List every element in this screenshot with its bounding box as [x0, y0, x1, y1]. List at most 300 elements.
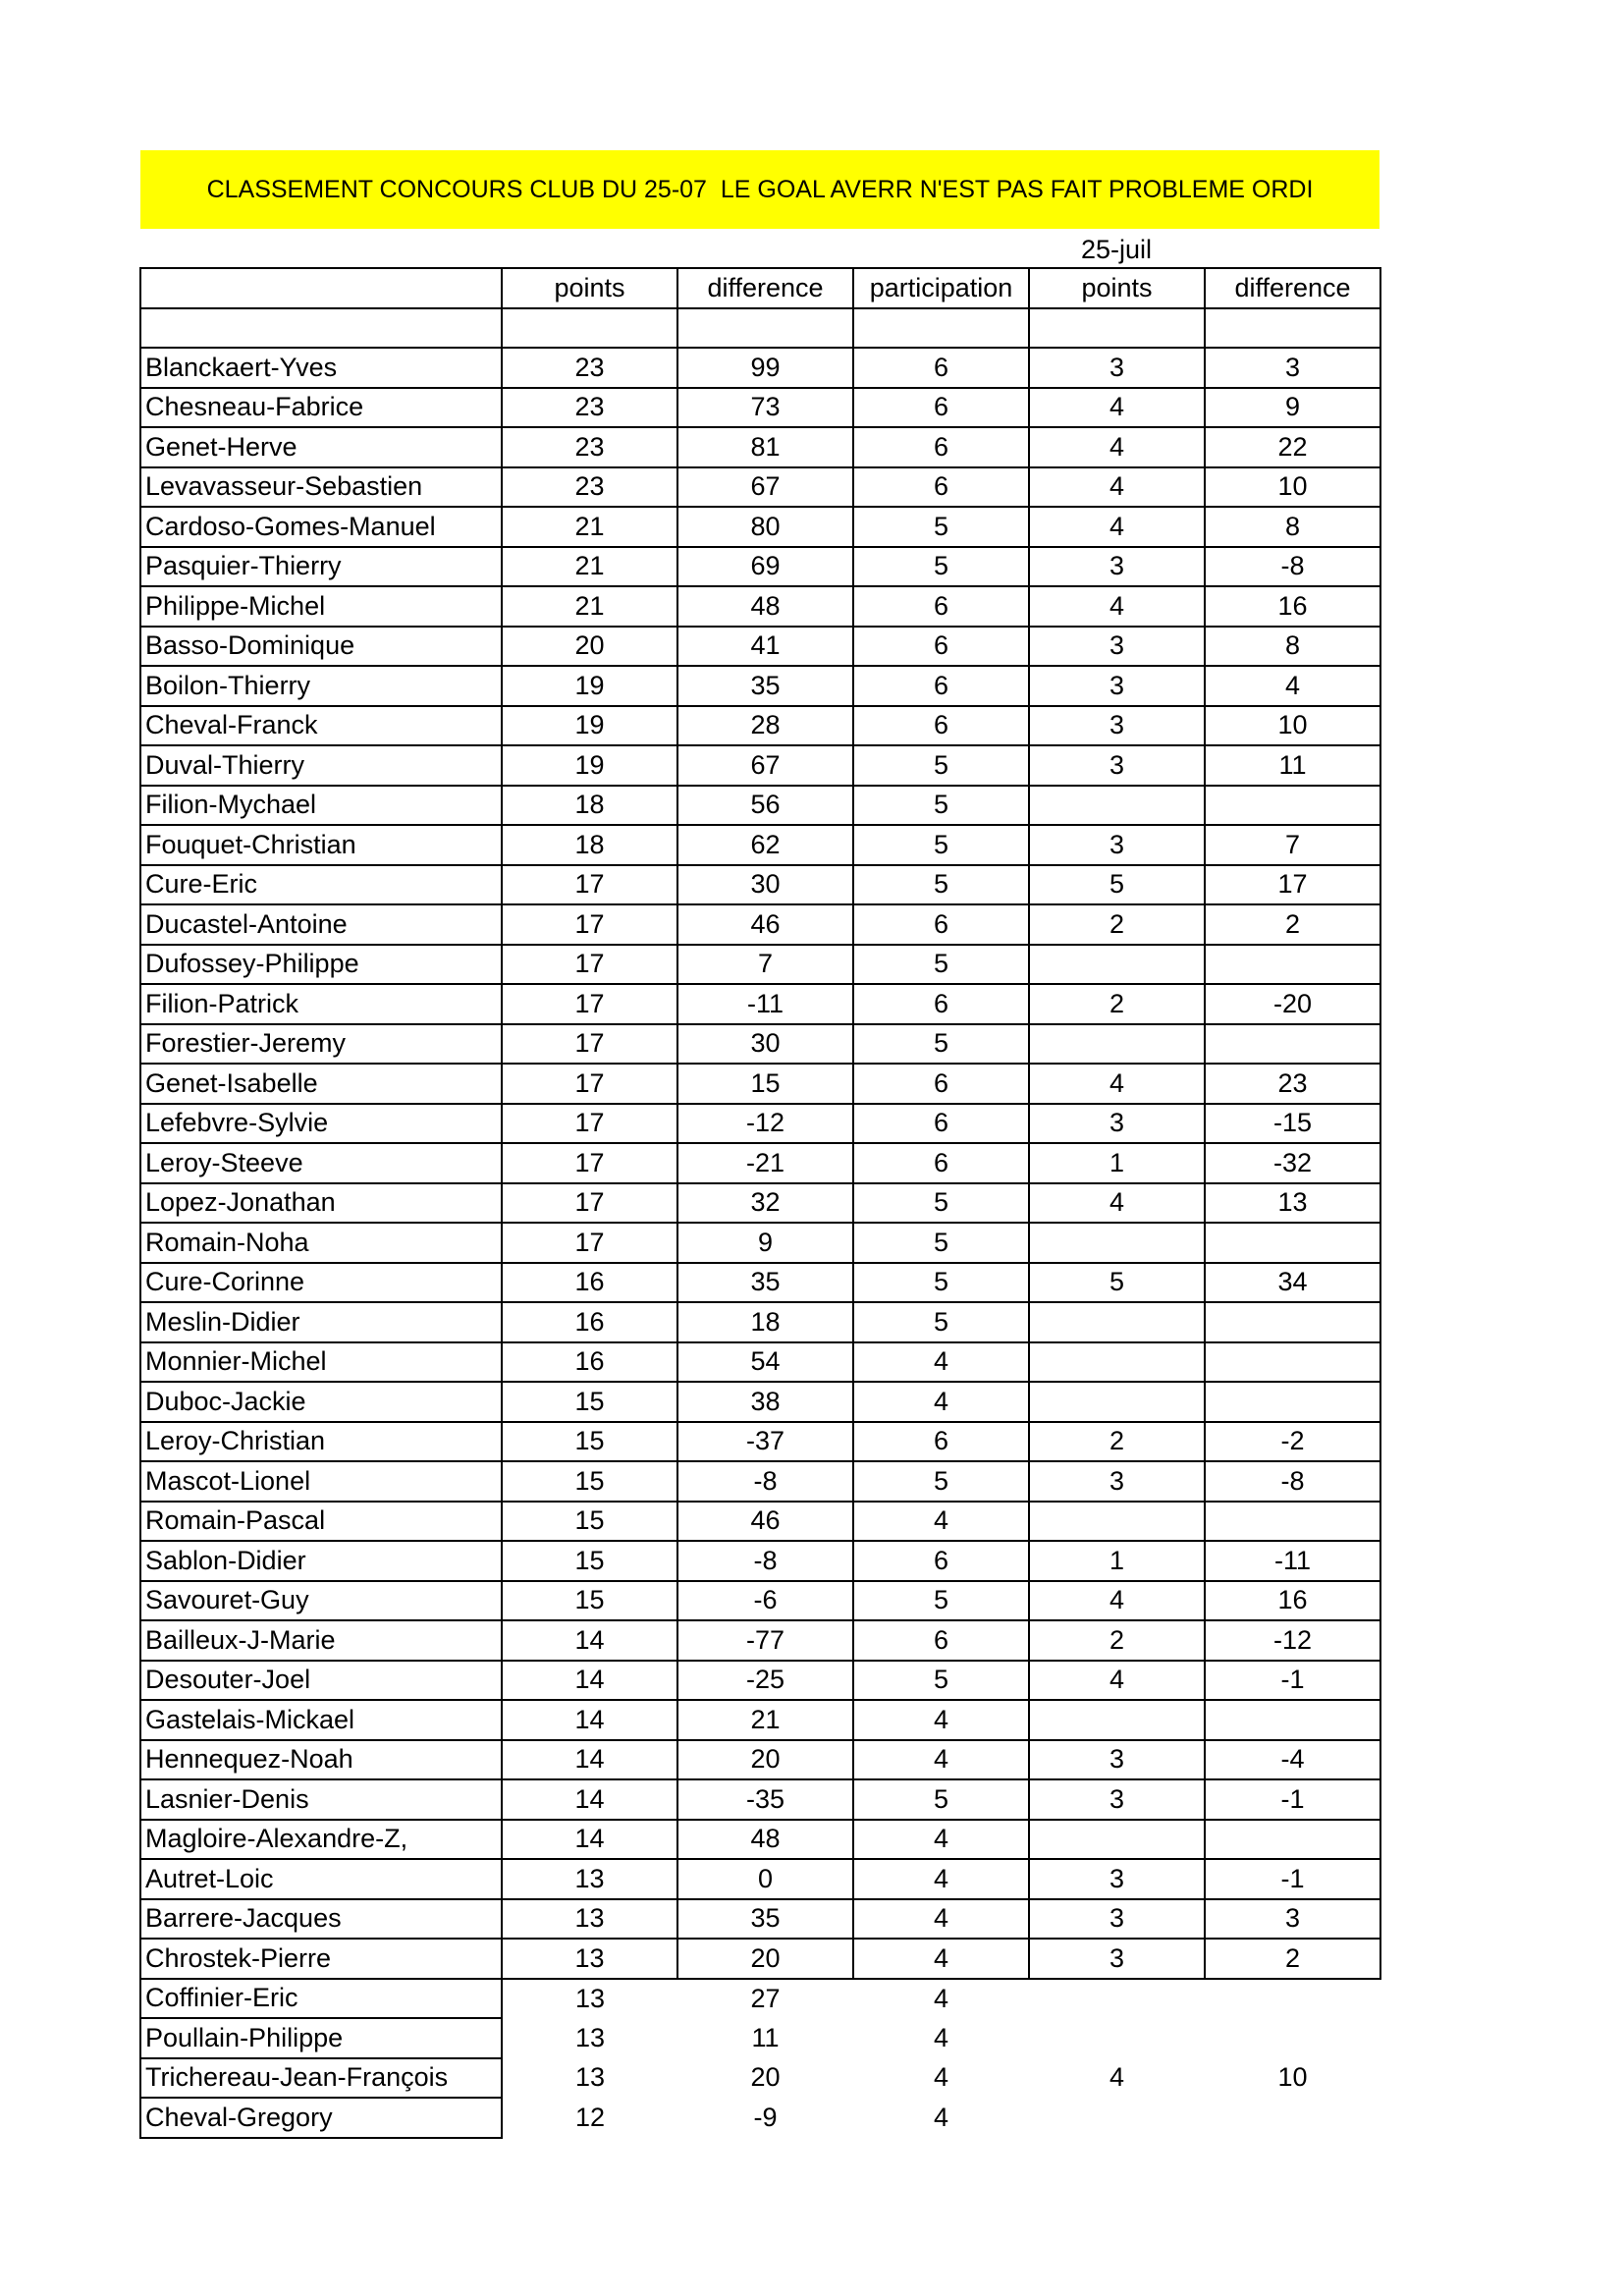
ranking-table — [139, 267, 1381, 2139]
player-name-cell: Lopez-Jonathan — [140, 1183, 502, 1224]
difference-cell: 21 — [677, 1700, 853, 1740]
day-difference-cell — [1205, 786, 1380, 826]
day-difference-cell — [1205, 2098, 1380, 2138]
day-difference-cell — [1205, 1700, 1380, 1740]
day-points-cell: 4 — [1029, 1183, 1205, 1224]
participation-cell: 6 — [853, 1064, 1029, 1104]
points-cell: 15 — [502, 1382, 677, 1422]
participation-cell: 6 — [853, 348, 1029, 388]
difference-cell: 0 — [677, 1859, 853, 1899]
day-difference-cell: -2 — [1205, 1422, 1380, 1462]
day-points-cell — [1029, 1024, 1205, 1065]
day-points-cell: 3 — [1029, 1939, 1205, 1979]
participation-cell: 6 — [853, 467, 1029, 508]
day-points-cell: 2 — [1029, 984, 1205, 1024]
day-points-cell: 4 — [1029, 1581, 1205, 1621]
day-points-cell: 2 — [1029, 1422, 1205, 1462]
table-row — [140, 1223, 1380, 1263]
points-cell: 19 — [502, 706, 677, 746]
player-name-cell: Fouquet-Christian — [140, 825, 502, 865]
player-name-cell: Leroy-Christian — [140, 1422, 502, 1462]
participation-cell: 4 — [853, 1939, 1029, 1979]
table-row — [140, 1581, 1380, 1621]
day-points-cell: 4 — [1029, 388, 1205, 428]
player-name-cell: Cure-Eric — [140, 865, 502, 905]
difference-cell: 48 — [677, 1820, 853, 1860]
table-row — [140, 507, 1380, 547]
points-cell: 17 — [502, 1143, 677, 1183]
table-row — [140, 945, 1380, 985]
player-name-cell: Duval-Thierry — [140, 745, 502, 786]
difference-cell: -25 — [677, 1661, 853, 1701]
day-points-cell: 5 — [1029, 865, 1205, 905]
player-name-cell: Genet-Herve — [140, 427, 502, 467]
difference-cell: 32 — [677, 1183, 853, 1224]
difference-cell: 20 — [677, 1939, 853, 1979]
day-points-cell: 4 — [1029, 586, 1205, 627]
day-points-cell: 4 — [1029, 427, 1205, 467]
difference-cell: 35 — [677, 1263, 853, 1303]
difference-cell: 46 — [677, 1502, 853, 1542]
day-points-cell — [1029, 1820, 1205, 1860]
participation-cell: 5 — [853, 865, 1029, 905]
table-row — [140, 1104, 1380, 1144]
player-name-cell: Barrere-Jacques — [140, 1899, 502, 1940]
player-name-cell: Boilon-Thierry — [140, 666, 502, 706]
points-cell: 21 — [502, 586, 677, 627]
day-difference-cell: 4 — [1205, 666, 1380, 706]
day-difference-cell: -8 — [1205, 547, 1380, 587]
points-cell: 21 — [502, 507, 677, 547]
participation-cell: 6 — [853, 984, 1029, 1024]
table-row — [140, 547, 1380, 587]
difference-cell: 28 — [677, 706, 853, 746]
difference-cell: 30 — [677, 865, 853, 905]
table-row — [140, 467, 1380, 508]
player-name-cell: Chesneau-Fabrice — [140, 388, 502, 428]
table-row — [140, 1661, 1380, 1701]
blank-cell — [140, 308, 502, 349]
table-row — [140, 706, 1380, 746]
day-points-cell: 3 — [1029, 1740, 1205, 1780]
participation-cell: 4 — [853, 1859, 1029, 1899]
player-name-cell: Romain-Pascal — [140, 1502, 502, 1542]
points-cell: 15 — [502, 1461, 677, 1502]
points-cell: 23 — [502, 388, 677, 428]
day-difference-cell — [1205, 1223, 1380, 1263]
participation-cell: 5 — [853, 1183, 1029, 1224]
difference-cell: 56 — [677, 786, 853, 826]
points-cell: 17 — [502, 1104, 677, 1144]
player-name-cell: Lasnier-Denis — [140, 1779, 502, 1820]
day-difference-cell: -20 — [1205, 984, 1380, 1024]
day-difference-cell: 10 — [1277, 2062, 1308, 2093]
participation-cell: 5 — [853, 786, 1029, 826]
participation-cell: 4 — [933, 1983, 949, 2013]
page-title: CLASSEMENT CONCOURS CLUB DU 25-07 LE GOAL AVERR N'EST PAS FAIT PROBLEME ORDI — [206, 175, 1314, 203]
participation-cell: 5 — [853, 1263, 1029, 1303]
difference-cell: 99 — [677, 348, 853, 388]
difference-cell: 30 — [677, 1024, 853, 1065]
points-cell: 13 — [502, 1899, 677, 1940]
difference-cell: 20 — [677, 1740, 853, 1780]
blank-cell — [1205, 308, 1380, 349]
participation-cell: 5 — [853, 1024, 1029, 1065]
table-row — [140, 666, 1380, 706]
day-difference-cell: -8 — [1205, 1461, 1380, 1502]
day-points-cell: 2 — [1029, 1620, 1205, 1661]
table-row — [140, 2018, 1380, 2058]
points-cell: 15 — [502, 1502, 677, 1542]
table-row — [140, 1779, 1380, 1820]
table-row — [140, 2098, 1380, 2138]
day-difference-cell: -4 — [1205, 1740, 1380, 1780]
table-row — [140, 825, 1380, 865]
participation-cell: 4 — [853, 1899, 1029, 1940]
participation-cell: 4 — [933, 2062, 949, 2093]
day-points-cell: 5 — [1029, 1263, 1205, 1303]
header-cell-name — [140, 268, 502, 308]
day-difference-cell: 8 — [1205, 627, 1380, 667]
day-difference-cell: 11 — [1205, 745, 1380, 786]
table-row — [140, 1979, 1380, 2019]
table-row — [140, 1620, 1380, 1661]
participation-cell: 6 — [853, 666, 1029, 706]
difference-cell: -11 — [677, 984, 853, 1024]
header-cell-points: points — [502, 268, 677, 308]
table-row — [140, 745, 1380, 786]
blank-row — [140, 308, 1380, 349]
day-difference-cell: 10 — [1205, 706, 1380, 746]
participation-cell: 4 — [853, 1342, 1029, 1383]
day-points-cell: 3 — [1029, 745, 1205, 786]
participation-cell: 4 — [933, 2102, 949, 2132]
day-difference-cell — [1205, 1302, 1380, 1342]
day-difference-cell: 8 — [1205, 507, 1380, 547]
day-points-cell: 2 — [1029, 904, 1205, 945]
points-cell: 13 — [574, 1983, 606, 2013]
table-row — [140, 1740, 1380, 1780]
table-row — [140, 1461, 1380, 1502]
points-cell: 14 — [502, 1740, 677, 1780]
player-name-cell: Lefebvre-Sylvie — [140, 1104, 502, 1144]
player-name-cell: Filion-Mychael — [140, 786, 502, 826]
difference-cell: 80 — [677, 507, 853, 547]
difference-cell: -35 — [677, 1779, 853, 1820]
points-cell: 17 — [502, 984, 677, 1024]
day-points-cell — [1029, 1302, 1205, 1342]
difference-cell: 48 — [677, 586, 853, 627]
participation-cell: 6 — [853, 904, 1029, 945]
day-difference-cell: -1 — [1205, 1779, 1380, 1820]
day-difference-cell: 7 — [1205, 825, 1380, 865]
participation-cell: 6 — [853, 1422, 1029, 1462]
player-name-cell: Savouret-Guy — [140, 1581, 502, 1621]
table-row — [140, 348, 1380, 388]
day-difference-cell — [1205, 1342, 1380, 1383]
player-name-cell: Meslin-Didier — [140, 1302, 502, 1342]
difference-cell: 62 — [677, 825, 853, 865]
player-name-cell: Philippe-Michel — [140, 586, 502, 627]
day-points-cell — [1029, 2018, 1205, 2058]
points-cell: 15 — [502, 1422, 677, 1462]
participation-cell: 6 — [853, 1143, 1029, 1183]
difference-cell: 54 — [677, 1342, 853, 1383]
table-row — [140, 586, 1380, 627]
difference-cell: -9 — [753, 2102, 778, 2132]
day-difference-cell: 17 — [1205, 865, 1380, 905]
participation-cell: 5 — [853, 945, 1029, 985]
player-name-cell: Blanckaert-Yves — [140, 348, 502, 388]
blank-cell — [853, 308, 1029, 349]
table-row — [140, 627, 1380, 667]
points-cell: 17 — [502, 1183, 677, 1224]
difference-cell: 35 — [677, 666, 853, 706]
difference-cell: 38 — [677, 1382, 853, 1422]
day-points-cell: 4 — [1029, 467, 1205, 508]
player-name-cell: Cure-Corinne — [140, 1263, 502, 1303]
day-points-cell — [1029, 1979, 1205, 2019]
day-difference-cell: 3 — [1205, 348, 1380, 388]
player-name-cell: Poullain-Philippe — [140, 2018, 502, 2058]
day-difference-cell — [1205, 1024, 1380, 1065]
points-cell: 16 — [502, 1263, 677, 1303]
points-cell: 14 — [502, 1620, 677, 1661]
table-row — [140, 904, 1380, 945]
player-name-cell: Romain-Noha — [140, 1223, 502, 1263]
difference-cell: 69 — [677, 547, 853, 587]
points-cell: 15 — [502, 1541, 677, 1581]
table-row — [140, 1502, 1380, 1542]
player-name-cell: Chrostek-Pierre — [140, 1939, 502, 1979]
day-points-cell: 4 — [1029, 1661, 1205, 1701]
difference-cell: 18 — [677, 1302, 853, 1342]
player-name-cell: Duboc-Jackie — [140, 1382, 502, 1422]
day-points-cell: 3 — [1029, 348, 1205, 388]
player-name-cell: Cheval-Gregory — [140, 2098, 502, 2138]
day-points-cell — [1029, 1342, 1205, 1383]
player-name-cell: Magloire-Alexandre-Z, — [140, 1820, 502, 1860]
difference-cell: 81 — [677, 427, 853, 467]
difference-cell: 27 — [750, 1983, 781, 2013]
day-points-cell: 3 — [1029, 1779, 1205, 1820]
day-difference-cell: 9 — [1205, 388, 1380, 428]
day-difference-cell: 22 — [1205, 427, 1380, 467]
difference-cell: 15 — [677, 1064, 853, 1104]
day-difference-cell — [1205, 2018, 1380, 2058]
points-cell: 19 — [502, 666, 677, 706]
difference-cell: 73 — [677, 388, 853, 428]
day-points-cell: 4 — [1029, 1064, 1205, 1104]
participation-cell: 6 — [853, 427, 1029, 467]
participation-cell: 4 — [853, 1382, 1029, 1422]
day-points-cell — [1029, 945, 1205, 985]
difference-cell: 11 — [751, 2022, 780, 2052]
day-points-cell: 1 — [1029, 1143, 1205, 1183]
blank-cell — [1029, 308, 1205, 349]
day-points-cell — [1029, 1223, 1205, 1263]
page-title-banner — [140, 150, 1380, 229]
points-cell: 16 — [502, 1302, 677, 1342]
participation-cell: 5 — [853, 1661, 1029, 1701]
points-cell: 13 — [574, 2022, 606, 2052]
table-row — [140, 1263, 1380, 1303]
participation-cell: 5 — [853, 1461, 1029, 1502]
day-difference-cell: -15 — [1205, 1104, 1380, 1144]
table-row — [140, 1342, 1380, 1383]
day-points-cell: 3 — [1029, 706, 1205, 746]
points-cell: 15 — [502, 1581, 677, 1621]
participation-cell: 6 — [853, 586, 1029, 627]
blank-cell — [502, 308, 677, 349]
participation-cell: 5 — [853, 547, 1029, 587]
points-cell: 17 — [502, 1223, 677, 1263]
table-row — [140, 1820, 1380, 1860]
points-cell: 17 — [502, 904, 677, 945]
points-cell: 23 — [502, 348, 677, 388]
points-cell: 21 — [502, 547, 677, 587]
table-row — [140, 1064, 1380, 1104]
day-points-cell — [1029, 1700, 1205, 1740]
header-cell-participation: participation — [853, 268, 1029, 308]
participation-cell: 5 — [853, 1779, 1029, 1820]
participation-cell: 4 — [933, 2022, 949, 2052]
difference-cell: 9 — [677, 1223, 853, 1263]
day-difference-cell — [1205, 1820, 1380, 1860]
table-row — [140, 388, 1380, 428]
day-difference-cell — [1205, 1979, 1380, 2019]
day-difference-cell: -32 — [1205, 1143, 1380, 1183]
difference-cell: 67 — [677, 745, 853, 786]
participation-cell: 5 — [853, 507, 1029, 547]
points-cell: 14 — [502, 1700, 677, 1740]
points-cell: 14 — [502, 1661, 677, 1701]
day-difference-cell: 34 — [1205, 1263, 1380, 1303]
day-points-cell: 3 — [1029, 1461, 1205, 1502]
points-cell: 17 — [502, 865, 677, 905]
table-row — [140, 786, 1380, 826]
difference-cell: 20 — [750, 2062, 781, 2093]
participation-cell: 4 — [853, 1740, 1029, 1780]
table-row — [140, 1024, 1380, 1065]
ranking-table-body — [140, 268, 1380, 2138]
header-cell-day-difference: difference — [1205, 268, 1380, 308]
participation-cell: 4 — [853, 1502, 1029, 1542]
player-name-cell: Hennequez-Noah — [140, 1740, 502, 1780]
day-points-cell: 3 — [1029, 825, 1205, 865]
points-cell: 23 — [502, 467, 677, 508]
day-points-cell: 3 — [1029, 1104, 1205, 1144]
table-row — [140, 1302, 1380, 1342]
points-cell: 17 — [502, 1064, 677, 1104]
points-cell: 17 — [502, 945, 677, 985]
player-name-cell: Autret-Loic — [140, 1859, 502, 1899]
points-cell: 17 — [502, 1024, 677, 1065]
day-points-cell: 4 — [1109, 2062, 1125, 2093]
player-name-cell: Gastelais-Mickael — [140, 1700, 502, 1740]
table-row — [140, 427, 1380, 467]
participation-cell: 5 — [853, 1581, 1029, 1621]
participation-cell: 5 — [853, 1302, 1029, 1342]
player-name-cell: Levavasseur-Sebastien — [140, 467, 502, 508]
header-cell-difference: difference — [677, 268, 853, 308]
table-row — [140, 984, 1380, 1024]
points-cell: 13 — [502, 1859, 677, 1899]
table-row — [140, 1382, 1380, 1422]
day-difference-cell: 13 — [1205, 1183, 1380, 1224]
day-difference-cell: -12 — [1205, 1620, 1380, 1661]
participation-cell: 5 — [853, 1223, 1029, 1263]
table-row — [140, 1700, 1380, 1740]
day-points-cell: 4 — [1029, 507, 1205, 547]
participation-cell: 4 — [853, 1700, 1029, 1740]
points-cell: 14 — [502, 1779, 677, 1820]
player-name-cell: Cardoso-Gomes-Manuel — [140, 507, 502, 547]
player-name-cell: Dufossey-Philippe — [140, 945, 502, 985]
player-name-cell: Forestier-Jeremy — [140, 1024, 502, 1065]
points-cell: 16 — [502, 1342, 677, 1383]
participation-cell: 6 — [853, 1541, 1029, 1581]
table-row — [140, 1939, 1380, 1979]
player-name-cell: Basso-Dominique — [140, 627, 502, 667]
day-points-cell: 3 — [1029, 1859, 1205, 1899]
difference-cell: 46 — [677, 904, 853, 945]
difference-cell: 67 — [677, 467, 853, 508]
player-name-cell: Mascot-Lionel — [140, 1461, 502, 1502]
difference-cell: -8 — [677, 1461, 853, 1502]
participation-cell: 6 — [853, 1620, 1029, 1661]
points-cell: 14 — [502, 1820, 677, 1860]
player-name-cell: Pasquier-Thierry — [140, 547, 502, 587]
day-difference-cell — [1205, 1382, 1380, 1422]
table-row — [140, 1859, 1380, 1899]
table-row — [140, 1899, 1380, 1940]
header-cell-day-points: points — [1029, 268, 1205, 308]
player-name-cell: Bailleux-J-Marie — [140, 1620, 502, 1661]
points-cell: 23 — [502, 427, 677, 467]
day-difference-cell: 16 — [1205, 1581, 1380, 1621]
points-cell: 20 — [502, 627, 677, 667]
difference-cell: 7 — [677, 945, 853, 985]
player-name-cell: Ducastel-Antoine — [140, 904, 502, 945]
day-difference-cell: 16 — [1205, 586, 1380, 627]
difference-cell: -77 — [677, 1620, 853, 1661]
table-row — [140, 1183, 1380, 1224]
difference-cell: 41 — [677, 627, 853, 667]
day-points-cell: 3 — [1029, 1899, 1205, 1940]
player-name-cell: Desouter-Joel — [140, 1661, 502, 1701]
day-points-cell — [1029, 1382, 1205, 1422]
day-difference-cell: -1 — [1205, 1859, 1380, 1899]
player-name-cell: Trichereau-Jean-François — [140, 2058, 502, 2099]
day-difference-cell: -11 — [1205, 1541, 1380, 1581]
player-name-cell: Genet-Isabelle — [140, 1064, 502, 1104]
player-name-cell: Leroy-Steeve — [140, 1143, 502, 1183]
table-row — [140, 2058, 1380, 2099]
player-name-cell: Sablon-Didier — [140, 1541, 502, 1581]
date-label: 25-juil — [1080, 235, 1153, 264]
day-points-cell: 3 — [1029, 547, 1205, 587]
table-row — [140, 1143, 1380, 1183]
day-points-cell: 1 — [1029, 1541, 1205, 1581]
participation-cell: 5 — [853, 745, 1029, 786]
player-name-cell: Cheval-Franck — [140, 706, 502, 746]
difference-cell: -8 — [677, 1541, 853, 1581]
header-row — [140, 268, 1380, 308]
points-cell: 13 — [502, 1939, 677, 1979]
day-difference-cell: 2 — [1205, 904, 1380, 945]
day-difference-cell: 2 — [1205, 1939, 1380, 1979]
